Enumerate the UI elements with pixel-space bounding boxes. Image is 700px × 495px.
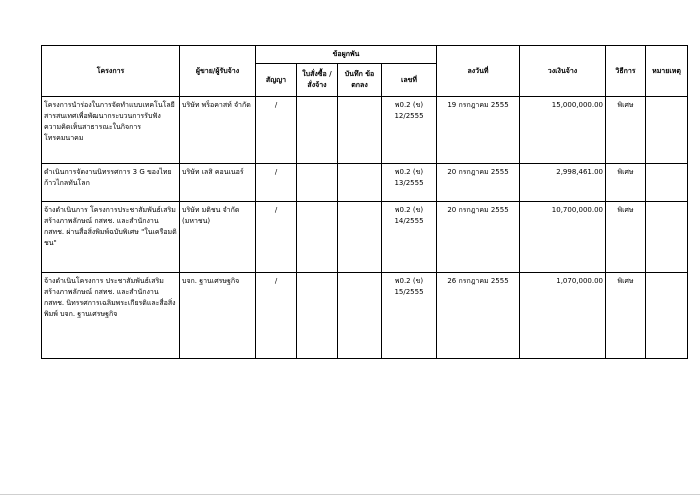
cell-date-signed: 20 กรกฎาคม 2555 bbox=[437, 164, 520, 202]
header-project: โครงการ bbox=[42, 46, 180, 97]
cell-amount: 2,998,461.00 bbox=[520, 164, 606, 202]
cell-vendor: บริษัท เลสิ คอนเนอร์ bbox=[180, 164, 256, 202]
table-row bbox=[42, 164, 688, 202]
cell-number: พ0.2 (ข) 15/2555 bbox=[382, 273, 437, 359]
cell-project: จ้างดำเนินการ โครงการประชาสัมพันธ์เสริมสร้างภาพลักษณ์ กสทช. และสำนักงาน กสทช. ผ่านสื่อสิ่งพิมพ์ฉบับพิเศษ "ในเครือมติชน" bbox=[42, 202, 180, 273]
procurement-table bbox=[41, 45, 688, 359]
header-vendor: ผู้ขาย/ผู้รับจ้าง bbox=[180, 46, 256, 97]
cell-remarks bbox=[646, 202, 688, 273]
cell-remarks bbox=[646, 164, 688, 202]
cell-amount: 10,700,000.00 bbox=[520, 202, 606, 273]
cell-agreement bbox=[338, 97, 382, 164]
cell-contract: / bbox=[256, 273, 297, 359]
header-agreement: บันทึก ข้อตกลง bbox=[338, 64, 382, 97]
header-number: เลขที่ bbox=[382, 64, 437, 97]
cell-method: พิเศษ bbox=[606, 164, 646, 202]
header-method: วิธีการ bbox=[606, 46, 646, 97]
header-row-top bbox=[42, 46, 688, 64]
cell-number: พ0.2 (ข) 12/2555 bbox=[382, 97, 437, 164]
header-binding-group: ข้อผูกพัน bbox=[256, 46, 437, 64]
cell-agreement bbox=[338, 273, 382, 359]
cell-amount: 1,070,000.00 bbox=[520, 273, 606, 359]
header-purchase-order: ใบสั่งซื้อ /สั่งจ้าง bbox=[297, 64, 338, 97]
cell-vendor: บริษัท พร็อคาสท์ จำกัด bbox=[180, 97, 256, 164]
cell-number: พ0.2 (ข) 14/2555 bbox=[382, 202, 437, 273]
cell-number: พ0.2 (ข) 13/2555 bbox=[382, 164, 437, 202]
cell-purchase-order bbox=[297, 273, 338, 359]
cell-date-signed: 26 กรกฎาคม 2555 bbox=[437, 273, 520, 359]
header-remarks: หมายเหตุ bbox=[646, 46, 688, 97]
cell-amount: 15,000,000.00 bbox=[520, 97, 606, 164]
header-date-signed: ลงวันที่ bbox=[437, 46, 520, 97]
table-row bbox=[42, 202, 688, 273]
cell-project: จ้างดำเนินโครงการ ประชาสัมพันธ์เสริมสร้างภาพลักษณ์ กสทช. และสำนักงาน กสทช. นิทรรศการเฉลิมพระเกียรติและสื่อสิ่งพิมพ์ บจก. ฐานเศรษฐกิจ bbox=[42, 273, 180, 359]
cell-purchase-order bbox=[297, 97, 338, 164]
cell-remarks bbox=[646, 273, 688, 359]
cell-agreement bbox=[338, 202, 382, 273]
cell-vendor: บริษัท มติชน จำกัด (มหาชน) bbox=[180, 202, 256, 273]
cell-purchase-order bbox=[297, 164, 338, 202]
cell-method: พิเศษ bbox=[606, 273, 646, 359]
cell-project: โครงการนำร่องในการจัดทำแบบเทคโนโลยีสารสนเทศเพื่อพัฒนากระบวนการรับฟังความคิดเห็นสาธารณะในกิจการโทรคมนาคม bbox=[42, 97, 180, 164]
cell-contract: / bbox=[256, 97, 297, 164]
cell-contract: / bbox=[256, 202, 297, 273]
header-contract: สัญญา bbox=[256, 64, 297, 97]
cell-vendor: บจก. ฐานเศรษฐกิจ bbox=[180, 273, 256, 359]
table-row bbox=[42, 97, 688, 164]
table-row bbox=[42, 273, 688, 359]
cell-date-signed: 20 กรกฎาคม 2555 bbox=[437, 202, 520, 273]
cell-method: พิเศษ bbox=[606, 97, 646, 164]
cell-contract: / bbox=[256, 164, 297, 202]
cell-date-signed: 19 กรกฎาคม 2555 bbox=[437, 97, 520, 164]
cell-method: พิเศษ bbox=[606, 202, 646, 273]
header-amount: วงเงินจ้าง bbox=[520, 46, 606, 97]
cell-remarks bbox=[646, 97, 688, 164]
cell-purchase-order bbox=[297, 202, 338, 273]
cell-project: ดำเนินการจัดงานนิทรรศการ 3 G ของไทย ก้าวไกลทันโลก bbox=[42, 164, 180, 202]
cell-agreement bbox=[338, 164, 382, 202]
